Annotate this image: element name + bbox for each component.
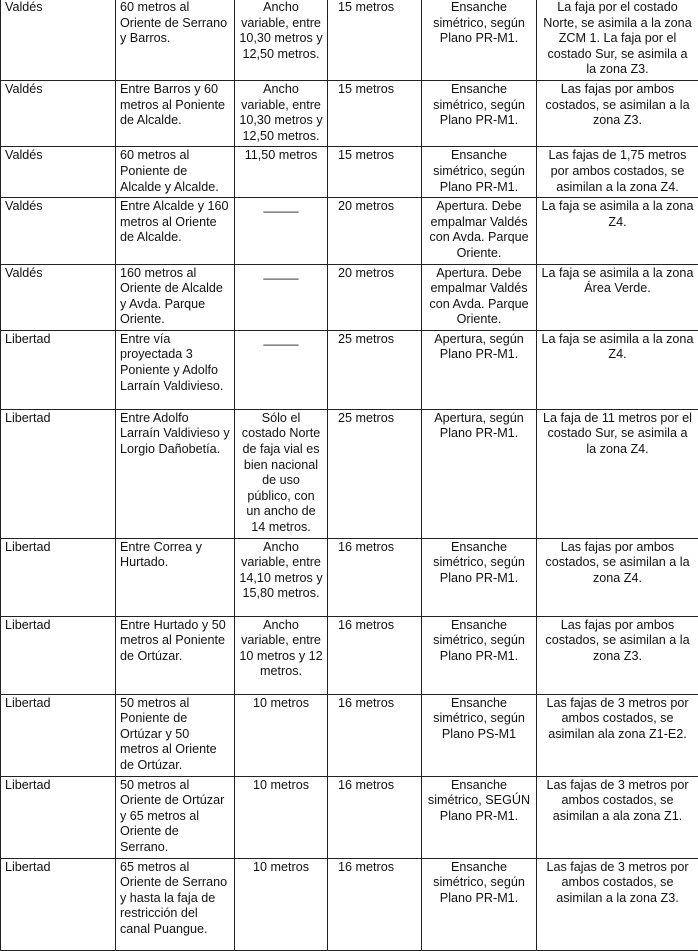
ancho-actual-cell: 10 metros [235,858,328,950]
ancho-proyectado-cell: 16 metros [328,616,422,694]
ancho-actual-cell: 10 metros [235,776,328,858]
tipo-cell: Ensanche simétrico, SEGÚN Plano PR-M1. [422,776,537,858]
ancho-actual-cell: Ancho variable, entre 10,30 metros y 12,50 metros. [235,80,328,146]
observaciones-cell: La faja por el costado Norte, se asimila a la zona ZCM 1. La faja por el costado Sur, se asimila a la zona Z3. [537,0,698,80]
via-cell: Valdés [1,264,116,330]
via-cell: Libertad [1,616,116,694]
tipo-cell: Apertura. Debe empalmar Valdés con Avda. Parque Oriente. [422,198,537,264]
tipo-cell: Apertura. Debe empalmar Valdés con Avda. Parque Oriente. [422,264,537,330]
observaciones-cell: Las fajas de 1,75 metros por ambos costados, se asimilan a la zona Z4. [537,147,698,198]
via-cell: Libertad [1,409,116,538]
tramo-cell: 60 metros al Poniente de Alcalde y Alcalde. [116,147,235,198]
tipo-cell: Apertura, según Plano PR-M1. [422,330,537,409]
observaciones-cell: La faja se asimila a la zona Área Verde. [537,264,698,330]
tipo-cell: Ensanche simétrico, según Plano PR-M1. [422,538,537,616]
tramo-cell: Entre Adolfo Larraín Valdivieso y Lorgio Dañobetía. [116,409,235,538]
table-row [1,538,698,616]
tipo-cell: Apertura, según Plano PR-M1. [422,409,537,538]
table-row [1,80,698,146]
tramo-cell: Entre Hurtado y 50 metros al Poniente de Ortúzar. [116,616,235,694]
observaciones-cell: Las fajas de 3 metros por ambos costados, se asimilan ala zona Z1-E2. [537,694,698,776]
tramo-cell: 60 metros al Oriente de Serrano y Barros. [116,0,235,80]
observaciones-cell: Las fajas de 3 metros por ambos costados, se asimilan a ala zona Z1. [537,776,698,858]
ancho-actual-cell: Ancho variable, entre 14,10 metros y 15,80 metros. [235,538,328,616]
observaciones-cell: Las fajas por ambos costados, se asimilan a la zona Z4. [537,538,698,616]
ancho-proyectado-cell: 16 metros [328,858,422,950]
table-row [1,694,698,776]
table-row [1,858,698,950]
ancho-actual-cell: 10 metros [235,694,328,776]
ancho-actual-cell: Sólo el costado Norte de faja vial es bien nacional de uso público, con un ancho de 14 metros. [235,409,328,538]
ancho-proyectado-cell: 15 metros [328,80,422,146]
table-row [1,0,698,80]
table-row [1,198,698,264]
observaciones-cell: Las fajas por ambos costados, se asimilan a la zona Z3. [537,80,698,146]
ancho-proyectado-cell: 15 metros [328,147,422,198]
tipo-cell: Ensanche simétrico, según Plano PS-M1 [422,694,537,776]
table-row [1,409,698,538]
via-cell: Libertad [1,538,116,616]
table-row [1,147,698,198]
tramo-cell: 50 metros al Poniente de Ortúzar y 50 metros al Oriente de Ortúzar. [116,694,235,776]
table-row [1,264,698,330]
ancho-proyectado-cell: 20 metros [328,198,422,264]
tramo-cell: 65 metros al Oriente de Serrano y hasta la faja de restricción del canal Puangue. [116,858,235,950]
via-cell: Libertad [1,694,116,776]
ancho-actual-cell: _____ [235,264,328,330]
via-cell: Valdés [1,147,116,198]
ancho-proyectado-cell: 16 metros [328,694,422,776]
table-row [1,776,698,858]
ancho-actual-cell: 11,50 metros [235,147,328,198]
tipo-cell: Ensanche simétrico, según Plano PR-M1. [422,80,537,146]
table-row [1,616,698,694]
ancho-proyectado-cell: 16 metros [328,538,422,616]
tipo-cell: Ensanche simétrico, según Plano PR-M1. [422,147,537,198]
ancho-proyectado-cell: 16 metros [328,776,422,858]
via-cell: Valdés [1,80,116,146]
tramo-cell: Entre Correa y Hurtado. [116,538,235,616]
tramo-cell: Entre vía proyectada 3 Poniente y Adolfo Larraín Valdivieso. [116,330,235,409]
via-cell: Valdés [1,198,116,264]
tipo-cell: Ensanche simétrico, según Plano PR-M1. [422,0,537,80]
ancho-proyectado-cell: 20 metros [328,264,422,330]
via-cell: Valdés [1,0,116,80]
ancho-proyectado-cell: 25 metros [328,409,422,538]
observaciones-cell: La faja se asimila a la zona Z4. [537,330,698,409]
ancho-proyectado-cell: 15 metros [328,0,422,80]
tramo-cell: 160 metros al Oriente de Alcalde y Avda. Parque Oriente. [116,264,235,330]
tipo-cell: Ensanche simétrico, según Plano PR-M1. [422,616,537,694]
observaciones-cell: Las fajas de 3 metros por ambos costados, se asimilan a la zona Z3. [537,858,698,950]
observaciones-cell: La faja se asimila a la zona Z4. [537,198,698,264]
ancho-actual-cell: Ancho variable, entre 10 metros y 12 metros. [235,616,328,694]
ancho-actual-cell: _____ [235,330,328,409]
tramo-cell: Entre Barros y 60 metros al Poniente de Alcalde. [116,80,235,146]
ancho-proyectado-cell: 25 metros [328,330,422,409]
tipo-cell: Ensanche simétrico, según Plano PR-M1. [422,858,537,950]
via-cell: Libertad [1,776,116,858]
table-row [1,330,698,409]
tramo-cell: Entre Alcalde y 160 metros al Oriente de Alcalde. [116,198,235,264]
ancho-actual-cell: _____ [235,198,328,264]
ancho-actual-cell: Ancho variable, entre 10,30 metros y 12,50 metros. [235,0,328,80]
observaciones-cell: Las fajas por ambos costados, se asimilan a la zona Z3. [537,616,698,694]
tramo-cell: 50 metros al Oriente de Ortúzar y 65 metros al Oriente de Serrano. [116,776,235,858]
via-cell: Libertad [1,330,116,409]
observaciones-cell: La faja de 11 metros por el costado Sur, se asimila a la zona Z4. [537,409,698,538]
via-cell: Libertad [1,858,116,950]
